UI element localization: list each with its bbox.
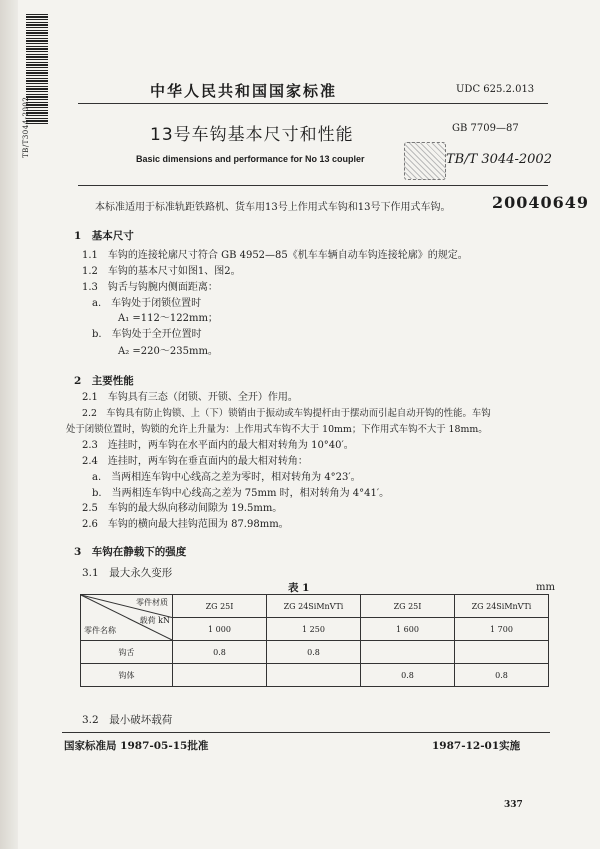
- section-1-heading: 1 基本尺寸: [74, 230, 134, 242]
- handwritten-number: TB/T 3044-2002: [446, 152, 552, 167]
- clause-2-2-line-1: 2.2 车钩具有防止钩锁、上（下）锁销由于振动或车钩提杆由于摆动而引起自动开钩的性能。车钩: [82, 408, 491, 419]
- section-2-heading: 2 主要性能: [74, 375, 134, 387]
- section-3-heading: 3 车钩在静载下的强度: [74, 546, 187, 558]
- document-title: 13号车钩基本尺寸和性能: [150, 125, 354, 145]
- table-caption: 表 1: [288, 582, 310, 594]
- clause-2-6: 2.6 车钩的横向最大挂钩范围为 87.98mm。: [82, 519, 289, 530]
- row-value: [173, 664, 267, 687]
- header-rule: [78, 103, 548, 104]
- clause-1-3-a-value: A₁ =112～122mm；: [118, 313, 218, 324]
- row-value: 0.8: [173, 641, 267, 664]
- clause-1-3-b: b. 车钩处于全开位置时: [92, 329, 202, 340]
- udc-number: UDC 625.2.013: [456, 84, 535, 95]
- english-title: Basic dimensions and performance for No 13 coupler: [136, 154, 365, 164]
- header-load-label: 载荷 kN: [139, 616, 170, 625]
- clause-1-3-b-value: A₂ =220～235mm。: [118, 346, 218, 357]
- gb-number: GB 7709—87: [452, 123, 519, 134]
- clause-3-1: 3.1 最大永久变形: [82, 567, 173, 579]
- implementation-date: 1987-12-01实施: [432, 740, 521, 752]
- clause-2-1: 2.1 车钩具有三态（闭锁、开锁、全开）作用。: [82, 392, 298, 403]
- material-cell: ZG 25I: [361, 595, 455, 618]
- barcode-label: TB/T3044-2002: [22, 96, 30, 158]
- table-header-corner: [81, 595, 173, 641]
- standard-name: 中华人民共和国国家标准: [150, 82, 338, 100]
- clause-1-2: 1.2 车钩的基本尺寸如图1、图2。: [82, 266, 241, 277]
- load-cell: 1 000: [173, 618, 267, 641]
- clause-2-4: 2.4 连挂时，两车钩在垂直面内的最大相对转角：: [82, 456, 308, 467]
- clause-2-2-line-2: 处于闭锁位置时，钩锁的允许上升量为：上作用式车钩不大于 10mm；下作用式车钩不大于 18mm。: [66, 424, 488, 435]
- load-cell: 1 250: [267, 618, 361, 641]
- title-rule: [78, 185, 548, 186]
- approval-date: 国家标准局 1987-05-15批准: [64, 740, 209, 752]
- clause-1-3-a: a. 车钩处于闭锁位置时: [92, 298, 202, 309]
- row-value: [267, 664, 361, 687]
- clause-2-4-b: b. 当两相连车钩中心线高之差为 75mm 时，相对转角为 4°41′。: [92, 488, 390, 499]
- row-value: [455, 641, 549, 664]
- load-cell: 1 700: [455, 618, 549, 641]
- scope-paragraph: 本标准适用于标准轨距铁路机、货车用13号上作用式车钩和13号下作用式车钩。: [95, 202, 451, 213]
- material-cell: ZG 24SiMnVTi: [455, 595, 549, 618]
- clause-2-5: 2.5 车钩的最大纵向移动间隙为 19.5mm。: [82, 503, 283, 514]
- row-value: 0.8: [267, 641, 361, 664]
- material-cell: ZG 25I: [173, 595, 267, 618]
- material-cell: ZG 24SiMnVTi: [267, 595, 361, 618]
- header-part-label: 零件名称: [84, 626, 116, 635]
- deformation-table: [80, 594, 549, 687]
- row-value: [361, 641, 455, 664]
- row-value: 0.8: [455, 664, 549, 687]
- clause-2-4-a: a. 当两相连车钩中心线高之差为零时，相对转角为 4°23′。: [92, 472, 361, 483]
- page-number: 337: [504, 800, 523, 810]
- header-material-label: 零件材质: [136, 598, 168, 607]
- stamp: [404, 142, 446, 180]
- load-cell: 1 600: [361, 618, 455, 641]
- binding-edge: [0, 0, 18, 849]
- clause-1-3: 1.3 钩舌与钩腕内侧面距离：: [82, 282, 218, 293]
- clause-2-3: 2.3 连挂时，两车钩在水平面内的最大相对转角为 10°40′。: [82, 440, 354, 451]
- row-part-name: 钩体: [81, 664, 173, 687]
- row-part-name: 钩舌: [81, 641, 173, 664]
- clause-1-1: 1.1 车钩的连接轮廓尺寸符合 GB 4952—85《机车车辆自动车钩连接轮廓》的规定。: [82, 250, 468, 261]
- clause-3-2: 3.2 最小破坏载荷: [82, 714, 173, 726]
- registration-number: 20040649: [492, 193, 590, 212]
- table-row: [81, 641, 549, 664]
- footer-rule: [62, 732, 550, 733]
- table-unit: mm: [536, 582, 555, 593]
- table-row: [81, 664, 549, 687]
- row-value: 0.8: [361, 664, 455, 687]
